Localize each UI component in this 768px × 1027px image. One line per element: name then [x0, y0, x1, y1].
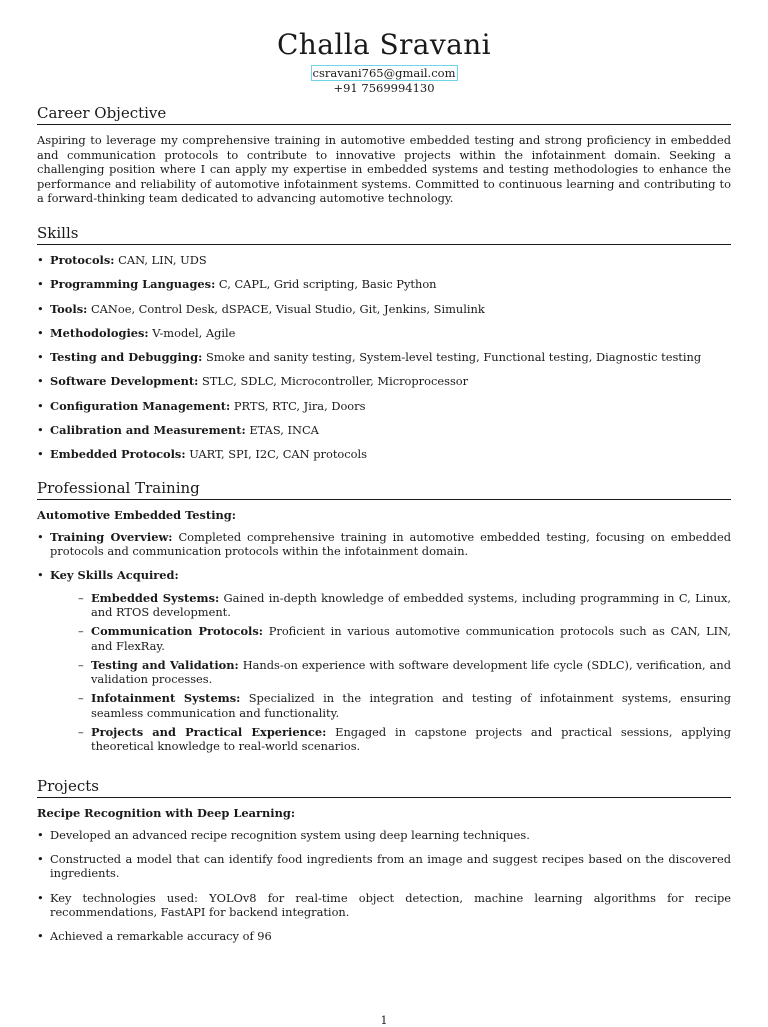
- skill-item: [37, 447, 731, 462]
- skill-value: CANoe, Control Desk, dSPACE, Visual Studio, Git, Jenkins, Simulink: [90, 301, 485, 316]
- skill-item: [37, 326, 731, 341]
- key-skill-value: Gained in-depth knowledge of embedded systems, including programming in C, Linux, and RTOS development.: [91, 590, 731, 620]
- skills-list: [37, 253, 731, 462]
- key-skill-value: Proficient in various automotive communication protocols such as CAN, LIN, and FlexRay.: [91, 624, 732, 653]
- project-item: • Achieved a remarkable accuracy of 96: [37, 929, 731, 944]
- key-skill-item: [78, 658, 731, 687]
- page-number: 1: [380, 1014, 388, 1027]
- key-skills-item: [37, 568, 731, 754]
- skill-label: Methodologies:: [50, 325, 149, 340]
- training-overview-label: Training Overview:: [50, 529, 173, 544]
- projects-section: [37, 777, 731, 954]
- career-objective-section: [37, 104, 731, 206]
- key-skill-item: [78, 725, 731, 754]
- skill-value: STLC, SDLC, Microcontroller, Microprocessor: [201, 374, 469, 389]
- project-list: [37, 828, 731, 944]
- skills-heading: Skills: [37, 224, 731, 245]
- career-objective-heading: Career Objective: [37, 104, 731, 125]
- key-skill-value: Engaged in capstone projects and practical sessions, applying theoretical knowledge to real-world scenarios.: [91, 724, 732, 754]
- key-skill-value: Specialized in the integration and testing of infotainment systems, ensuring seamless communication and functionality.: [91, 691, 731, 720]
- key-skill-item: [78, 624, 731, 653]
- phone-number: +91 7569994130: [333, 81, 435, 95]
- skill-value: UART, SPI, I2C, CAN protocols: [189, 447, 367, 462]
- skill-value: V-model, Agile: [152, 325, 236, 340]
- key-skill-item: [78, 591, 731, 620]
- skill-value: ETAS, INCA: [249, 423, 319, 438]
- training-heading: Professional Training: [37, 479, 731, 500]
- skill-label: Embedded Protocols:: [50, 447, 186, 462]
- skill-label: Testing and Debugging:: [50, 350, 203, 365]
- skills-section: [37, 224, 731, 472]
- skill-item: [37, 253, 731, 268]
- training-section: [37, 479, 731, 764]
- project-title: Recipe Recognition with Deep Learning:: [37, 806, 296, 820]
- key-skills-list: [50, 591, 731, 754]
- key-skill-item: [78, 691, 731, 720]
- skill-value: C, CAPL, Grid scripting, Basic Python: [218, 277, 437, 292]
- skill-label: Tools:: [50, 301, 88, 316]
- training-overview-item: [37, 530, 731, 559]
- skill-label: Software Development:: [50, 374, 199, 389]
- resume-header: [0, 28, 768, 95]
- key-skill-label: Infotainment Systems:: [91, 691, 241, 706]
- project-item: • Key technologies used: YOLOv8 for real-time object detection, machine learning algorithms for recipe recommendations, FastAPI for backend integration.: [37, 891, 731, 920]
- key-skill-label: Projects and Practical Experience:: [91, 724, 327, 739]
- skill-value: PRTS, RTC, Jira, Doors: [233, 398, 366, 413]
- skill-item: [37, 399, 731, 414]
- skill-item: [37, 374, 731, 389]
- skill-label: Calibration and Measurement:: [50, 423, 246, 438]
- key-skill-value: Hands-on experience with software development life cycle (SDLC), verification, and validation processes.: [91, 657, 731, 687]
- skill-item: [37, 423, 731, 438]
- skill-label: Protocols:: [50, 253, 115, 267]
- projects-heading: Projects: [37, 777, 731, 798]
- skill-value: Smoke and sanity testing, System-level testing, Functional testing, Diagnostic testing: [205, 350, 702, 365]
- project-item: • Developed an advanced recipe recognition system using deep learning techniques.: [37, 828, 731, 843]
- key-skill-label: Testing and Validation:: [91, 657, 239, 672]
- skill-value: CAN, LIN, UDS: [118, 253, 207, 267]
- candidate-name: Challa Sravani: [276, 28, 491, 61]
- key-skill-label: Embedded Systems:: [91, 590, 220, 605]
- training-list: [37, 530, 731, 754]
- email-link[interactable]: csravani765@gmail.com: [312, 66, 456, 80]
- training-subtitle: Automotive Embedded Testing:: [37, 508, 236, 522]
- project-item: • Constructed a model that can identify food ingredients from an image and suggest recipes based on the discovered ingredients.: [37, 852, 731, 881]
- career-objective-text: Aspiring to leverage my comprehensive training in automotive embedded testing and strong proficiency in embedded and communication protocols to contribute to innovative projects within the infotainment domain. Seeking a challenging position where I can apply my expertise in embedded systems and testing methodologies to enhance the performance and reliability of automotive infotainment systems. Committed to continuous learning and contributing to a forward-thinking team dedicated to advancing automotive technology.: [37, 133, 731, 205]
- key-skills-label: Key Skills Acquired:: [50, 568, 179, 583]
- skill-item: [37, 302, 731, 317]
- key-skill-label: Communication Protocols:: [91, 624, 263, 639]
- skill-item: [37, 277, 731, 292]
- skill-label: Configuration Management:: [50, 398, 231, 413]
- training-overview-text: Completed comprehensive training in automotive embedded testing, focusing on embedded protocols and communication protocols within the infotainment domain.: [50, 529, 731, 558]
- skill-item: [37, 350, 731, 365]
- skill-label: Programming Languages:: [50, 277, 216, 292]
